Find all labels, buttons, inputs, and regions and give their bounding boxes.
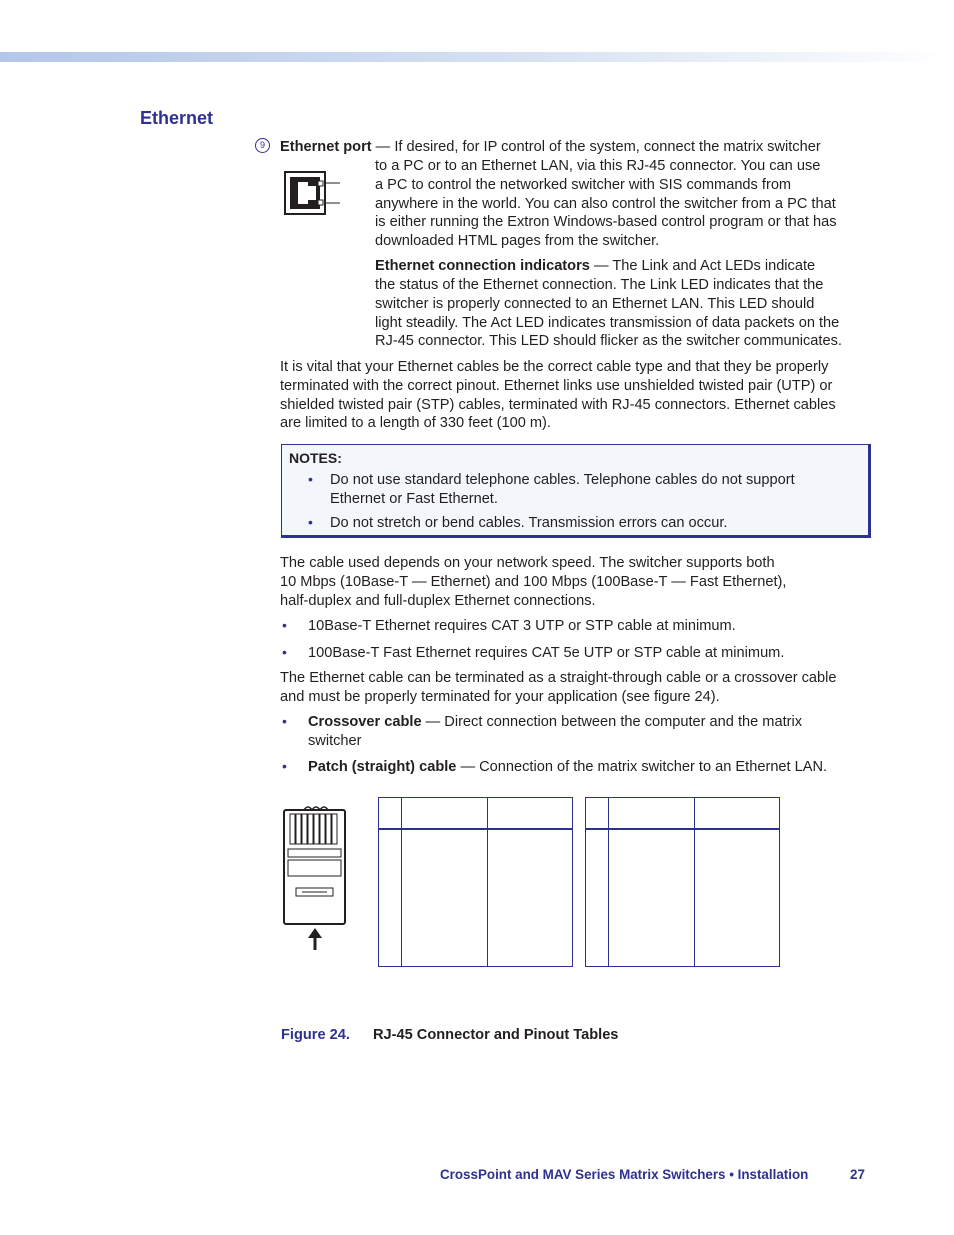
text-line: is either running the Extron Windows-based control program or that has — [375, 214, 837, 231]
text-line: The cable used depends on your network speed. The switcher supports both — [280, 555, 775, 571]
figure-label: Figure 24. — [281, 1027, 350, 1043]
text-line: 10 Mbps (10Base-T — Ethernet) and 100 Mbps (100Base-T — Fast Ethernet), — [280, 573, 787, 590]
text-line: shielded twisted pair (STP) cables, terminated with RJ-45 connectors. Ethernet cables — [280, 396, 836, 413]
termination-paragraph — [280, 669, 837, 707]
port-lines — [375, 157, 837, 251]
text-line: switcher is properly connected to an Ethernet LAN. This LED should — [375, 295, 815, 312]
text-line: to a PC or to an Ethernet LAN, via this RJ-45 connector. You can use — [375, 158, 821, 174]
note-item-1 — [330, 471, 795, 509]
port-line-1-text: — If desired, for IP control of the system, connect the matrix switcher — [371, 139, 821, 155]
indicators-label: Ethernet connection indicators — [375, 258, 590, 274]
text-line: are limited to a length of 330 feet (100 m). — [280, 415, 551, 432]
text-line: light steadily. The Act LED indicates transmission of data packets on the — [375, 314, 840, 331]
text-line — [308, 713, 802, 732]
patch-text: — Connection of the matrix switcher to an Ethernet LAN. — [456, 759, 828, 775]
notes-title: NOTES: — [289, 450, 342, 466]
footer-text: CrossPoint and MAV Series Matrix Switchers • Installation — [440, 1167, 809, 1182]
crossover-text: — Direct connection between the computer and the matrix — [421, 714, 803, 730]
rj45-connector-icon — [280, 800, 352, 952]
patch-item — [308, 758, 827, 777]
text-line: switcher — [308, 732, 362, 749]
text-line: the status of the Ethernet connection. The Link LED indicates that the — [375, 277, 824, 293]
note-item-2: Do not stretch or bend cables. Transmission errors can occur. — [330, 515, 728, 531]
text-line: terminated with the correct pinout. Ethernet links use unshielded twisted pair (UTP) or — [280, 377, 833, 394]
rj45-port-icon — [284, 170, 344, 218]
crossover-item — [308, 713, 802, 751]
text-line: The Ethernet cable can be terminated as a straight-through cable or a crossover cable — [280, 670, 837, 686]
crossover-pinout-table — [585, 797, 780, 967]
straight-through-pinout-table — [378, 797, 573, 967]
text-line: half-duplex and full-duplex Ethernet connections. — [280, 592, 596, 609]
bullet-icon: • — [308, 471, 313, 487]
list-item: 100Base-T Fast Ethernet requires CAT 5e UTP or STP cable at minimum. — [308, 645, 785, 661]
port-label: Ethernet port — [280, 139, 372, 155]
bullet-icon: • — [282, 617, 287, 633]
text-line: downloaded HTML pages from the switcher. — [375, 233, 660, 250]
indicators-line-1-text: — The Link and Act LEDs indicate — [589, 258, 816, 274]
text-line: anywhere in the world. You can also control the switcher from a PC that — [375, 195, 836, 212]
cable-type-paragraph — [280, 358, 836, 433]
bullet-icon: • — [282, 713, 287, 729]
patch-label: Patch (straight) cable — [308, 759, 457, 775]
bullet-icon: • — [308, 514, 313, 530]
text-line: a PC to control the networked switcher with SIS commands from — [375, 176, 792, 193]
indicators-lines — [375, 276, 842, 351]
port-line-1 — [280, 138, 821, 157]
text-line: Ethernet or Fast Ethernet. — [330, 490, 498, 507]
header-bar — [0, 52, 954, 62]
text-line: Do not use standard telephone cables. Telephone cables do not support — [330, 472, 795, 488]
indicators-line-1 — [375, 257, 815, 276]
callout-number: 9 — [255, 138, 270, 153]
text-line: and must be properly terminated for your application (see figure 24). — [280, 688, 720, 705]
text-line: It is vital that your Ethernet cables be the correct cable type and that they be properly — [280, 359, 829, 375]
crossover-label: Crossover cable — [308, 714, 422, 730]
list-item: 10Base-T Ethernet requires CAT 3 UTP or STP cable at minimum. — [308, 618, 736, 634]
page-number: 27 — [850, 1167, 865, 1182]
section-title: Ethernet — [140, 108, 214, 128]
bullet-icon: • — [282, 758, 287, 774]
network-speed-paragraph — [280, 554, 786, 610]
text-line: RJ-45 connector. This LED should flicker as the switcher communicates. — [375, 333, 842, 350]
figure-title: RJ-45 Connector and Pinout Tables — [373, 1027, 619, 1043]
bullet-icon: • — [282, 644, 287, 660]
